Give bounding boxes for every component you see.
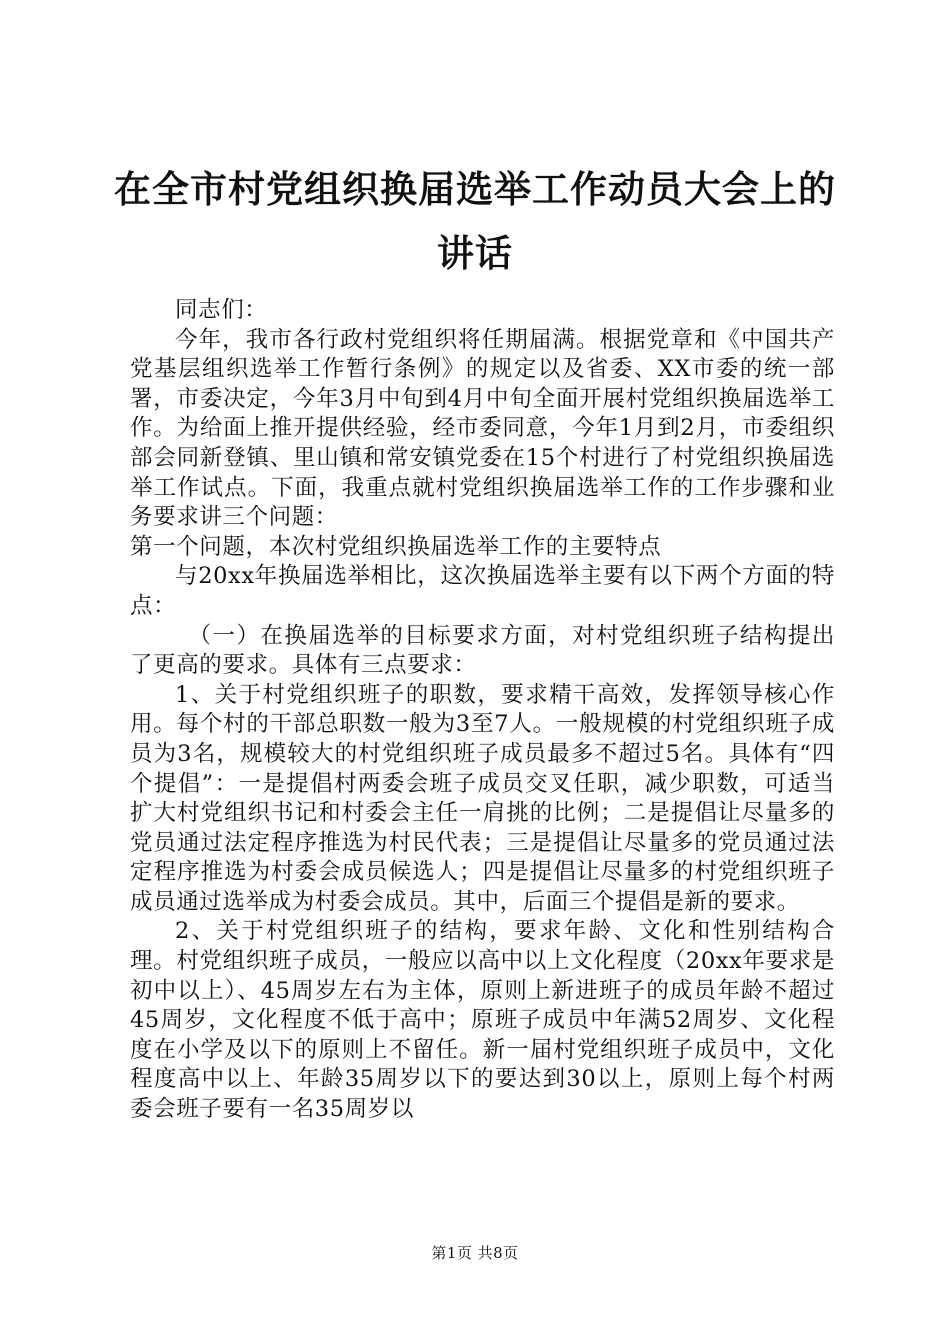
paragraph-comparison: 与20xx年换届选举相比，这次换届选举主要有以下两个方面的特点： bbox=[130, 563, 835, 619]
document-title: 在全市村党组织换届选举工作动员大会上的讲话 bbox=[114, 168, 836, 275]
paragraph-item-1: 1、关于村党组织班子的职数，要求精干高效，发挥领导核心作用。每个村的干部总职数一般为3至7人。一般规模的村党组织班子成员为3名，规模较大的村党组织班子成员最多不超过5名。具体有“四个提倡”：一是提倡村两委会班子成员交叉任职，减少职数，可适当扩大村党组织书记和村委会主任一肩挑的比例；二是提倡让尽量多的党员通过法定程序推选为村民代表；三是提倡让尽量多的党员通过法定程序推选为村委会成员候选人；四是提倡让尽量多的村党组织班子成员通过选举成为村委会成员。其中，后面三个提倡是新的要求。 bbox=[130, 681, 835, 915]
section-heading: 第一个问题，本次村党组织换届选举工作的主要特点 bbox=[130, 533, 662, 560]
paragraph-item-2: 2、关于村党组织班子的结构，要求年龄、文化和性别结构合理。村党组织班子成员，一般应以高中以上文化程度（20xx年要求是初中以上）、45周岁左右为主体，原则上新进班子的成员年龄不超过45周岁，文化程度不低于高中；原班子成员中年满52周岁、文化程度在小学及以下的原则上不留任。新一届村党组织班子成员中，文化程度高中以上、年龄35周岁以下的要达到30以上，原则上每个村两委会班子要有一名35周岁以 bbox=[130, 918, 835, 1123]
document-body bbox=[130, 296, 835, 1125]
salutation: 同志们： bbox=[175, 297, 268, 323]
page-footer: 第1页 共8页 bbox=[431, 1244, 519, 1262]
paragraph-intro: 今年，我市各行政村党组织将任期届满。根据党章和《中国共产党基层组织选举工作暂行条例》的规定以及省委、XX市委的统一部署，市委决定，今年3月中旬到4月中旬全面开展村党组织换届选举工作。为给面上推开提供经验，经市委同意，今年1月到2月，市委组织部会同新登镇、里山镇和常安镇党委在15个村进行了村党组织换届选举工作试点。下面，我重点就村党组织换届选举工作的工作步骤和业务要求讲三个问题： bbox=[130, 326, 835, 531]
paragraph-subsection-1: （一）在换届选举的目标要求方面，对村党组织班子结构提出了更高的要求。具体有三点要求： bbox=[130, 622, 835, 679]
